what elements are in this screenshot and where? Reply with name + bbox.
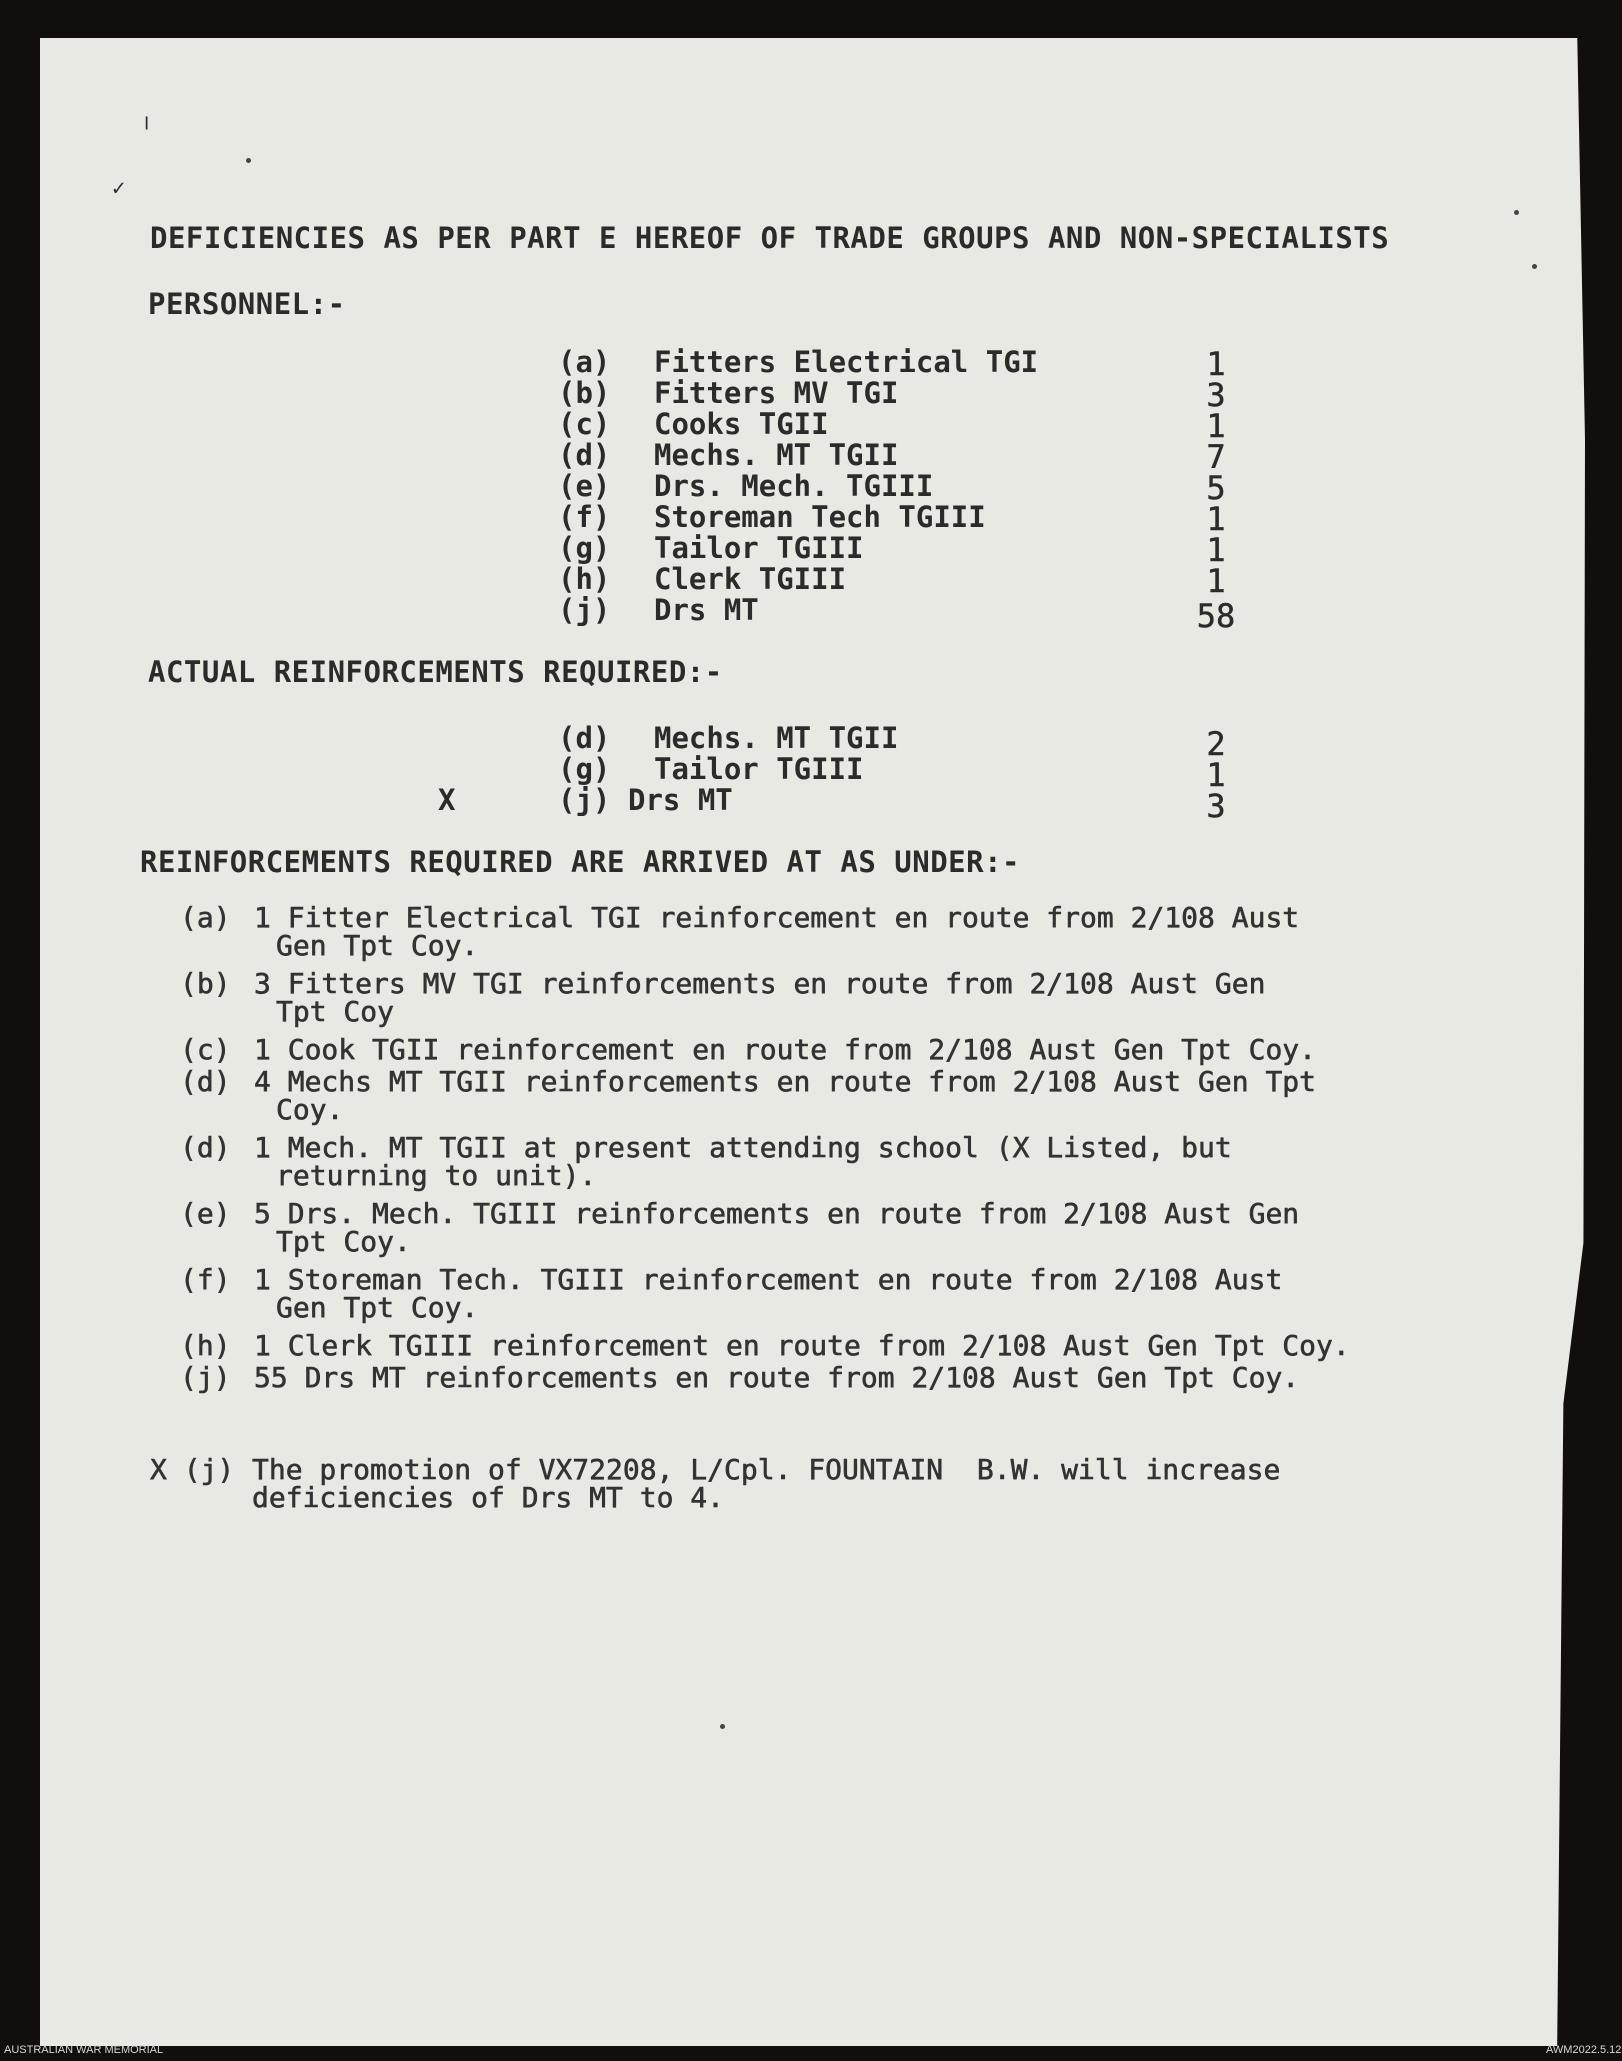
actual-marker: X [438,783,456,817]
deficiency-label: Tailor TGIII [654,531,864,565]
arrival-line: 4 Mechs MT TGII reinforcements en route from 2/108 Aust Gen Tpt [254,1065,1317,1098]
arrival-line: Tpt Coy. [276,1225,411,1258]
deficiency-label: Fitters Electrical TGI [654,345,1039,379]
deficiency-count: 58 [1196,597,1236,635]
deficiency-count: 1 [1206,531,1226,569]
deficiency-count: 1 [1206,407,1226,445]
heading-actual-reinforcements: ACTUAL REINFORCEMENTS REQUIRED:- [148,655,723,689]
heading-arrived-at: REINFORCEMENTS REQUIRED ARE ARRIVED AT AS UNDER:- [140,845,1021,879]
deficiency-letter: (h) [558,562,611,596]
deficiency-count: 1 [1206,500,1226,538]
footnote-line: The promotion of VX72208, L/Cpl. FOUNTAIN B.W. will increase [252,1453,1281,1486]
heading-personnel: PERSONNEL:- [148,287,346,321]
deficiency-letter: (e) [558,469,611,503]
deficiency-label: Mechs. MT TGII [654,438,899,472]
deficiency-letter: (d) [558,438,611,472]
arrival-line: 1 Mech. MT TGII at present attending school (X Listed, but [254,1131,1232,1164]
arrival-letter: (a) [180,901,231,934]
arrival-letter: (b) [180,967,231,1000]
arrival-line: returning to unit). [276,1159,597,1192]
deficiency-label: Storeman Tech TGIII [654,500,986,534]
arrival-letter: (d) [180,1065,231,1098]
arrival-letter: (e) [180,1197,231,1230]
arrival-line: 1 Cook TGII reinforcement en route from 2/108 Aust Gen Tpt Coy. [254,1033,1317,1066]
deficiency-label: Fitters MV TGI [654,376,899,410]
typed-page [40,38,1585,2046]
deficiency-label: Cooks TGII [654,407,829,441]
actual-letter: (g) [558,752,611,786]
footnote-marker: X (j) [150,1453,235,1486]
paper-speck [1514,210,1519,215]
deficiency-letter: (g) [558,531,611,565]
arrival-line: 1 Clerk TGIII reinforcement en route from 2/108 Aust Gen Tpt Coy. [254,1329,1350,1362]
arrival-letter: (h) [180,1329,231,1362]
actual-letter: (d) [558,721,611,755]
arrival-line: Coy. [276,1093,344,1126]
archive-credit: AUSTRALIAN WAR MEMORIAL [4,2044,164,2056]
arrival-letter: (c) [180,1033,231,1066]
deficiency-count: 3 [1206,376,1226,414]
arrival-line: Gen Tpt Coy. [276,929,479,962]
deficiency-label: Drs MT [654,593,759,627]
actual-label: Drs MT [628,783,733,817]
arrival-line: Gen Tpt Coy. [276,1291,479,1324]
arrival-letter: (f) [180,1263,231,1296]
pencil-tick-icon: ╵ [140,118,154,143]
arrival-letter: (d) [180,1131,231,1164]
arrival-line: 3 Fitters MV TGI reinforcements en route from 2/108 Aust Gen [254,967,1266,1000]
arrival-line: Tpt Coy [276,995,395,1028]
paper-speck [720,1724,725,1729]
deficiency-letter: (j) [558,593,611,627]
arrival-line: 5 Drs. Mech. TGIII reinforcements en route from 2/108 Aust Gen [254,1197,1300,1230]
footnote-line: deficiencies of Drs MT to 4. [252,1481,725,1514]
arrival-line: 55 Drs MT reinforcements en route from 2/108 Aust Gen Tpt Coy. [254,1361,1300,1394]
deficiency-letter: (b) [558,376,611,410]
archive-reference: AWM2022.5.12 [1546,2044,1622,2056]
actual-count: 3 [1206,787,1226,825]
actual-count: 2 [1206,725,1226,763]
deficiency-letter: (a) [558,345,611,379]
deficiency-label: Clerk TGIII [654,562,847,596]
arrival-line: 1 Storeman Tech. TGIII reinforcement en route from 2/108 Aust [254,1263,1283,1296]
actual-label: Tailor TGIII [654,752,864,786]
paper-speck [246,158,251,163]
deficiency-count: 5 [1206,469,1226,507]
actual-letter: (j) [558,783,611,817]
deficiency-label: Drs. Mech. TGIII [654,469,934,503]
pencil-check-icon: ✓ [112,176,126,201]
actual-label: Mechs. MT TGII [654,721,899,755]
arrival-letter: (j) [180,1361,231,1394]
deficiency-letter: (f) [558,500,611,534]
deficiency-letter: (c) [558,407,611,441]
deficiency-count: 1 [1206,562,1226,600]
arrival-line: 1 Fitter Electrical TGI reinforcement en route from 2/108 Aust [254,901,1300,934]
actual-count: 1 [1206,756,1226,794]
heading-deficiencies: DEFICIENCIES AS PER PART E HEREOF OF TRADE GROUPS AND NON-SPECIALISTS [150,221,1390,255]
deficiency-count: 1 [1206,345,1226,383]
paper-speck [1532,264,1537,269]
deficiency-count: 7 [1206,438,1226,476]
